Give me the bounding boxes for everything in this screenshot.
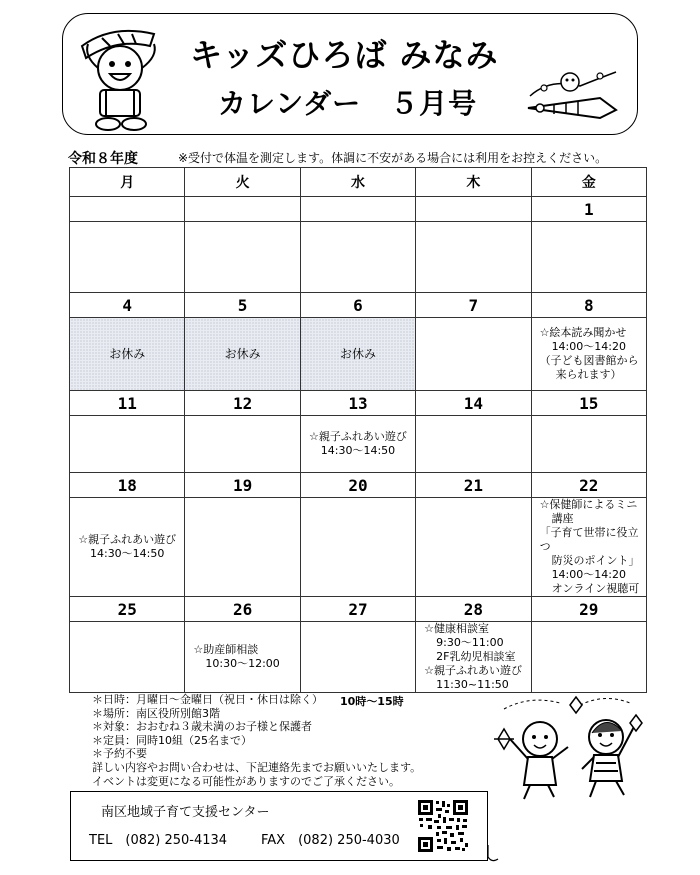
event-row — [70, 222, 647, 293]
date-number: 7 — [416, 293, 531, 318]
event-text: （子ども図書館から — [539, 354, 639, 367]
date-number: 8 — [531, 293, 646, 318]
holiday-label: お休み — [339, 347, 376, 361]
event-text: 「子育て世帯に役立つ — [539, 526, 639, 553]
event-row — [70, 622, 647, 693]
day-cell — [185, 498, 300, 597]
holiday-label: お休み — [109, 347, 146, 361]
event-text: ☆親子ふれあい遊び — [309, 430, 407, 443]
fiscal-year: 令和８年度 — [68, 151, 138, 167]
date-number: 1 — [531, 197, 646, 222]
weekday-mon: 月 — [70, 168, 185, 197]
date-number: 5 — [185, 293, 300, 318]
holiday-cell — [70, 318, 185, 391]
event-row — [70, 416, 647, 473]
info-datetime: ＊日時：月曜日～金曜日（祝日・休日は除く） — [92, 693, 323, 706]
festival-boy-icon — [72, 16, 172, 134]
date-number: 4 — [70, 293, 185, 318]
date-number: 28 — [416, 597, 531, 622]
weekday-wed: 水 — [300, 168, 415, 197]
info-capacity: ＊定員：同時10組（25名まで） — [92, 733, 252, 747]
date-number: 25 — [70, 597, 185, 622]
event-text: ☆健康相談室 — [424, 622, 490, 635]
page-title: キッズひろば みなみ — [190, 36, 499, 74]
event-text: 11:30~11:50 — [436, 678, 509, 691]
center-name: 南区地域子育て支援センター — [101, 805, 270, 820]
event-text: 来られます） — [555, 368, 622, 381]
day-cell — [531, 498, 646, 597]
date-number — [416, 197, 531, 222]
day-cell — [416, 222, 531, 293]
contact-box — [70, 791, 488, 861]
event-row — [70, 318, 647, 391]
date-number: 27 — [300, 597, 415, 622]
day-cell — [300, 498, 415, 597]
date-number: 22 — [531, 473, 646, 498]
event-text: 14:00～14:20 — [551, 568, 626, 581]
day-cell — [300, 222, 415, 293]
day-cell — [416, 318, 531, 391]
date-number: 20 — [300, 473, 415, 498]
holiday-label: お休み — [224, 347, 261, 361]
date-number — [70, 197, 185, 222]
weekday-tue: 火 — [185, 168, 300, 197]
event-text: ☆保健師によるミニ — [539, 498, 638, 511]
date-number: 15 — [531, 391, 646, 416]
weekday-header-row — [70, 168, 647, 197]
event-text: 14:30～14:50 — [89, 547, 165, 560]
event-text: 講座 — [551, 512, 574, 525]
children-pinwheels-icon — [490, 693, 650, 803]
weekday-thu: 木 — [416, 168, 531, 197]
date-number: 6 — [300, 293, 415, 318]
event-text: 14:00～14:20 — [551, 340, 626, 353]
date-number: 13 — [300, 391, 415, 416]
holiday-cell — [185, 318, 300, 391]
qr-code-icon[interactable] — [416, 798, 470, 854]
day-cell — [416, 622, 531, 693]
event-text: 10:30～12:00 — [205, 657, 280, 670]
day-cell — [70, 222, 185, 293]
day-cell — [416, 416, 531, 473]
info-change-note: イベントは変更になる可能性がありますのでご了承ください。 — [92, 774, 400, 788]
day-cell — [70, 416, 185, 473]
event-text: ☆助産師相談 — [193, 643, 259, 656]
event-text: 防災のポイント」 — [551, 554, 640, 567]
date-number: 29 — [531, 597, 646, 622]
info-target: ＊対象：おおむね３歳未満のお子様と保護者 — [92, 720, 312, 734]
date-number: 14 — [416, 391, 531, 416]
info-inquiry: 詳しい内容やお問い合わせは、下記連絡先までお願いいたします。 — [92, 760, 422, 774]
day-cell — [300, 622, 415, 693]
event-text: オンライン視聴可 — [551, 582, 640, 595]
date-number: 21 — [416, 473, 531, 498]
event-text: ☆絵本読み聞かせ — [539, 326, 627, 339]
date-number: 11 — [70, 391, 185, 416]
date-number: 12 — [185, 391, 300, 416]
date-number-row — [70, 391, 647, 416]
health-notice: ※受付で体温を測定します。体調に不安がある場合には利用をお控えください。 — [178, 151, 608, 165]
day-cell — [185, 222, 300, 293]
page-subtitle: カレンダー ５月号 — [218, 87, 478, 120]
fax-number: FAX (082) 250-4030 — [261, 833, 400, 848]
info-place: ＊場所：南区役所別館3階 — [92, 706, 220, 720]
weekday-fri: 金 — [531, 168, 646, 197]
day-cell — [531, 318, 646, 391]
event-text: ☆親子ふれあい遊び — [424, 664, 523, 677]
date-number: 18 — [70, 473, 185, 498]
date-number-row — [70, 473, 647, 498]
day-cell — [416, 498, 531, 597]
event-text: 2F乳幼児相談室 — [436, 650, 516, 663]
koinobori-icon — [520, 68, 630, 128]
date-number — [300, 197, 415, 222]
event-text: 9:30～11:00 — [436, 636, 504, 649]
calendar-grid — [69, 167, 647, 693]
date-number-row — [70, 597, 647, 622]
holiday-cell — [300, 318, 415, 391]
date-number-row — [70, 197, 647, 222]
day-cell — [531, 622, 646, 693]
date-number: 26 — [185, 597, 300, 622]
event-text: 14:30～14:50 — [320, 444, 396, 457]
day-cell — [531, 416, 646, 473]
day-cell — [185, 622, 300, 693]
page-fold-icon — [486, 845, 500, 863]
info-hours: 10時～15時 — [340, 695, 404, 708]
event-text: ☆親子ふれあい遊び — [78, 533, 177, 546]
day-cell — [531, 222, 646, 293]
day-cell — [70, 622, 185, 693]
info-reservation: ＊予約不要 — [92, 747, 147, 761]
phone-number[interactable]: TEL (082) 250-4134 — [89, 833, 228, 848]
event-row — [70, 498, 647, 597]
day-cell — [300, 416, 415, 473]
date-number — [185, 197, 300, 222]
day-cell — [185, 416, 300, 473]
day-cell — [70, 498, 185, 597]
date-number-row — [70, 293, 647, 318]
date-number: 19 — [185, 473, 300, 498]
